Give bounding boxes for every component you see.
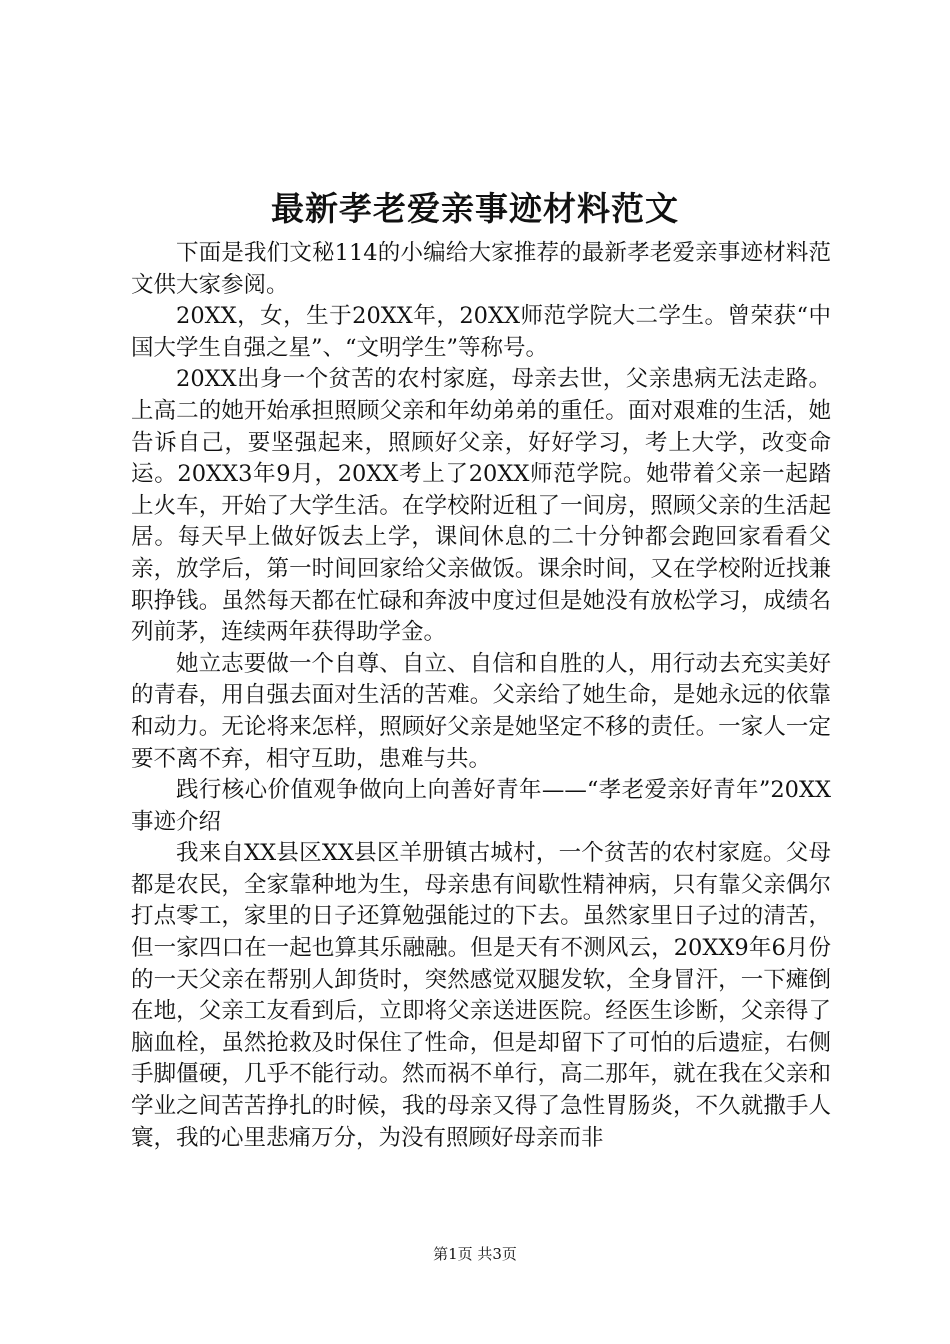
paragraph-second-story: 我来自XX县区XX县区羊册镇古城村，一个贫苦的农村家庭。父母都是农民，全家靠种地为生，母亲患有间歇性精神病，只有靠父亲偶尔打点零工，家里的日子还算勉强能过的下去。虽然家里日子过的清苦，但一家四口在一起也算其乐融融。但是天有不测风云，20XX9年6月份的一天父亲在帮别人卸货时，突然感觉双腿发软，全身冒汗，一下瘫倒在地，父亲工友看到后，立即将父亲送进医院。经医生诊断，父亲得了脑血栓，虽然抢救及时保住了性命，但是却留下了可怕的后遗症，右侧手脚僵硬，几乎不能行动。然而祸不单行，高二那年，就在我在父亲和学业之间苦苦挣扎的时候，我的母亲又得了急性胃肠炎，不久就撒手人寰，我的心里悲痛万分，为没有照顾好母亲而非 [131,840,831,1151]
page-number-footer: 第1页 共3页 [433,1245,517,1263]
document-body [131,238,831,1154]
paragraph-intro: 下面是我们文秘114的小编给大家推荐的最新孝老爱亲事迹材料范文供大家参阅。 [131,240,831,298]
document-title: 最新孝老爱亲事迹材料范文 [271,189,679,228]
section-heading: 践行核心价值观争做向上向善好青年——“孝老爱亲好青年”20XX事迹介绍 [131,777,831,835]
paragraph-story: 20XX出身一个贫苦的农村家庭，母亲去世，父亲患病无法走路。上高二的她开始承担照顾父亲和年幼弟弟的重任。面对艰难的生活，她告诉自己，要坚强起来，照顾好父亲，好好学习，考上大学，改变命运。20XX3年9月，20XX考上了20XX师范学院。她带着父亲一起踏上火车，开始了大学生活。在学校附近租了一间房，照顾父亲的生活起居。每天早上做好饭去上学，课间休息的二十分钟都会跑回家看看父亲，放学后，第一时间回家给父亲做饭。课余时间，又在学校附近找兼职挣钱。虽然每天都在忙碌和奔波中度过但是她没有放松学习，成绩名列前茅，连续两年获得助学金。 [131,366,831,646]
paragraph-aspiration: 她立志要做一个自尊、自立、自信和自胜的人，用行动去充实美好的青春，用自强去面对生活的苦难。父亲给了她生命，是她永远的依靠和动力。无论将来怎样，照顾好父亲是她坚定不移的责任。一家人一定要不离不弃，相守互助，患难与共。 [131,650,831,772]
paragraph-profile: 20XX，女，生于20XX年，20XX师范学院大二学生。曾荣获“中国大学生自强之星”、“文明学生”等称号。 [131,303,831,361]
